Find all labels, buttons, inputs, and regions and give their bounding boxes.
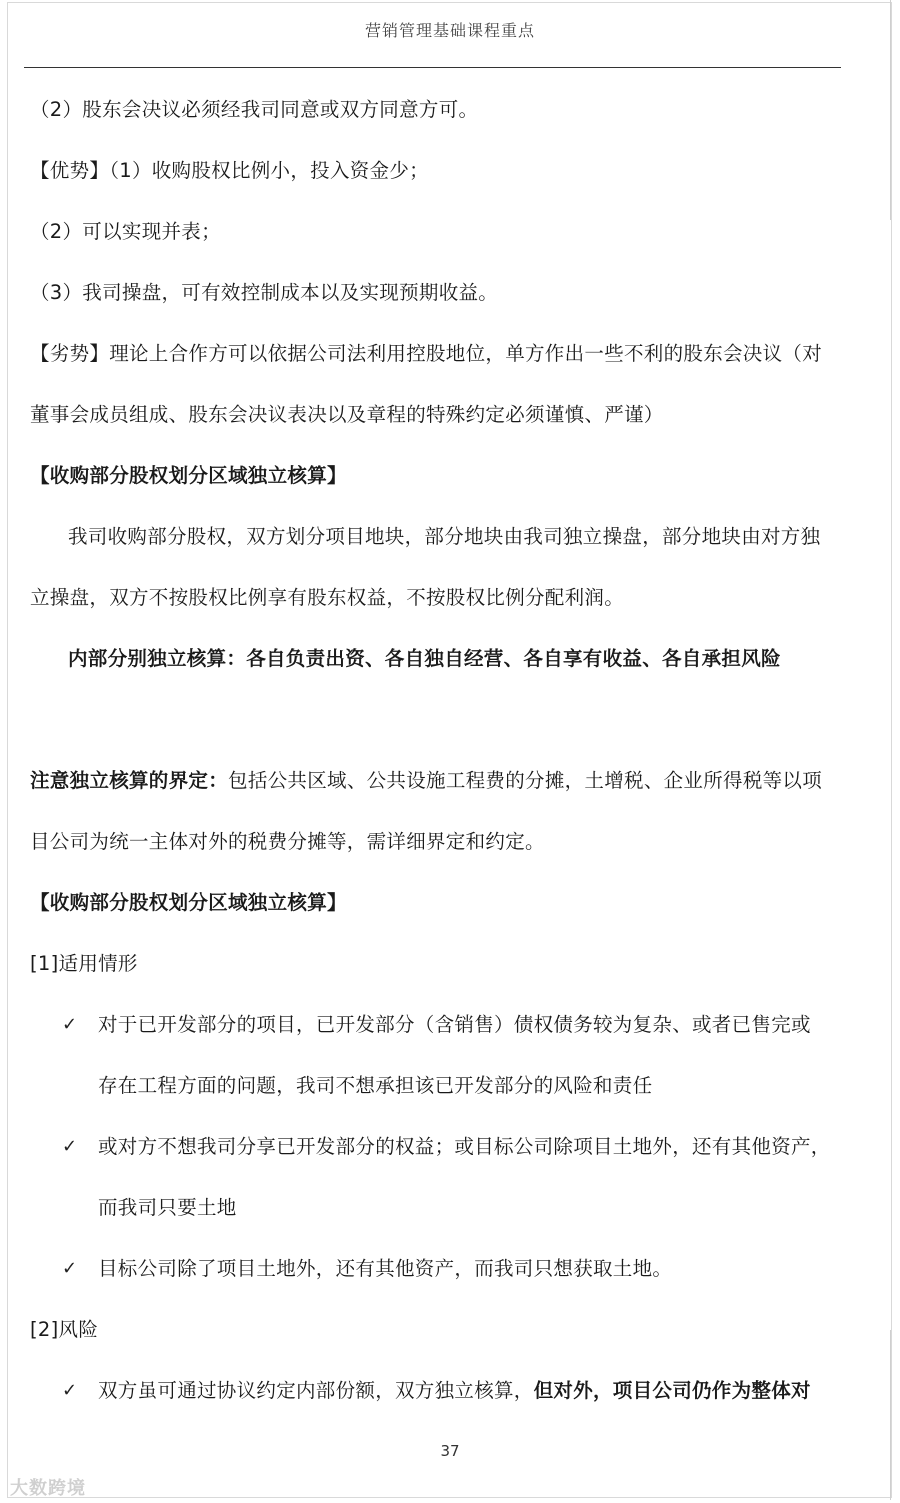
list-item: 对于已开发部分的项目，已开发部分（含销售）债权债务较为复杂、或者已售完或: [98, 1013, 811, 1036]
paragraph-line: 【劣势】理论上合作方可以依据公司法利用控股地位，单方作出一些不利的股东会决议（对: [30, 342, 823, 365]
paragraph-line: （2）可以实现并表；: [30, 220, 221, 243]
list-item-text: 双方虽可通过协议约定内部份额，双方独立核算，: [98, 1379, 534, 1402]
list-item-continuation: 而我司只要土地: [98, 1196, 237, 1219]
list-item-continuation: 存在工程方面的问题，我司不想承担该已开发部分的风险和责任: [98, 1074, 653, 1097]
paragraph-line: [30, 767, 845, 795]
list-item: 或对方不想我司分享已开发部分的权益；或目标公司除项目土地外，还有其他资产，: [98, 1135, 831, 1158]
page-edge: [890, 1330, 891, 1500]
page-number: 37: [440, 1442, 460, 1460]
watermark-logo: 大数跨境: [10, 1478, 86, 1499]
list-item: 目标公司除了项目土地外，还有其他资产，而我司只想获取土地。: [98, 1257, 673, 1280]
check-icon: ✓: [62, 1380, 78, 1401]
definition-text: 包括公共区域、公共设施工程费的分摊，土增税、企业所得税等以项: [228, 769, 823, 792]
paragraph-line: 董事会成员组成、股东会决议表决以及章程的特殊约定必须谨慎、严谨）: [30, 403, 664, 426]
subsection-heading: [2]风险: [30, 1318, 99, 1341]
subsection-heading: [1]适用情形: [30, 952, 138, 975]
page-header: 营销管理基础课程重点: [364, 21, 535, 40]
definition-label: 注意独立核算的界定：: [30, 769, 229, 792]
paragraph-line: 立操盘，双方不按股权比例享有股东权益，不按股权比例分配利润。: [30, 586, 625, 609]
list-item: [98, 1377, 843, 1405]
paragraph-line: 我司收购部分股权，双方划分项目地块，部分地块由我司独立操盘，部分地块由对方独: [68, 525, 821, 548]
paragraph-line: 目公司为统一主体对外的税费分摊等，需详细界定和约定。: [30, 830, 545, 853]
section-heading: 【收购部分股权划分区域独立核算】: [30, 891, 347, 914]
check-icon: ✓: [62, 1136, 78, 1157]
check-icon: ✓: [62, 1258, 78, 1279]
emphasis-line: 内部分别独立核算：各自负责出资、各自独自经营、各自享有收益、各自承担风险: [68, 647, 781, 670]
list-item-emphasis: 但对外，项目公司仍作为整体对: [533, 1379, 811, 1402]
paragraph-line: （3）我司操盘，可有效控制成本以及实现预期收益。: [30, 281, 499, 304]
header-rule: [24, 67, 841, 68]
section-heading: 【收购部分股权划分区域独立核算】: [30, 464, 347, 487]
paragraph-line: 【优势】（1）收购股权比例小，投入资金少；: [30, 159, 429, 182]
paragraph-line: （2）股东会决议必须经我司同意或双方同意方可。: [30, 98, 479, 121]
check-icon: ✓: [62, 1014, 78, 1035]
